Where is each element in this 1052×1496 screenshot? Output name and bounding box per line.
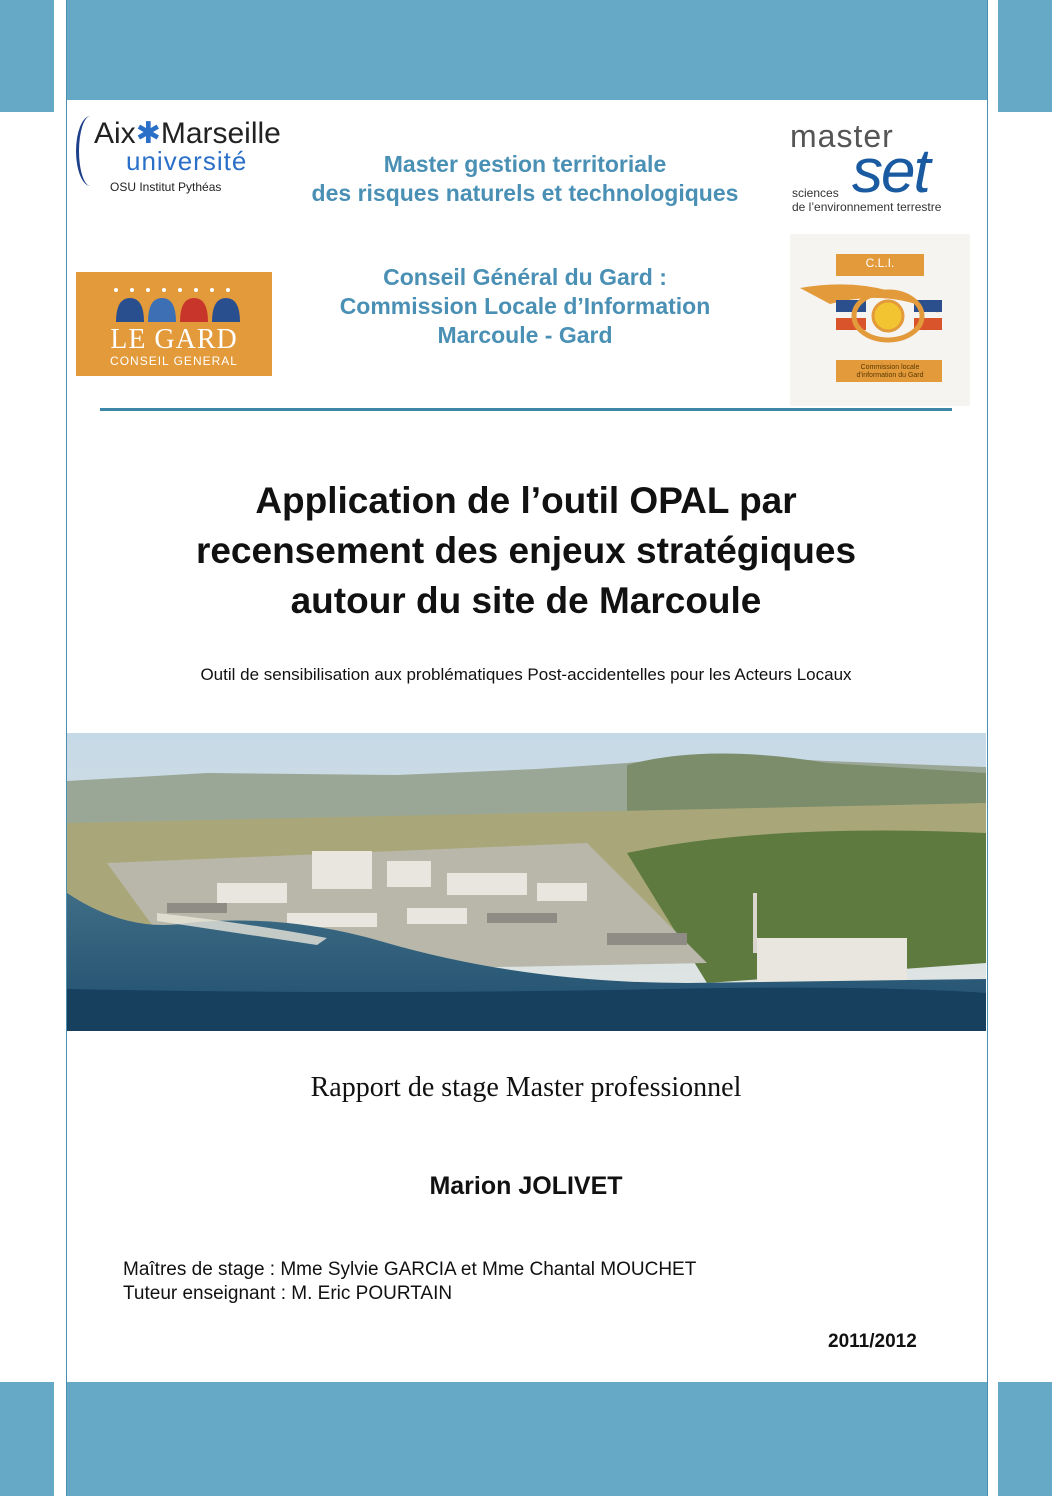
document-title — [66, 476, 986, 626]
band-top-left — [0, 0, 54, 112]
master-heading-line1: Master gestion territoriale — [383, 151, 667, 177]
header-divider — [100, 408, 952, 411]
gard-domes-icon — [110, 286, 240, 324]
amu-universite: université — [126, 146, 248, 176]
title-line1: Application de l’outil OPAL par — [255, 480, 797, 521]
marcoule-aerial-photo — [67, 733, 986, 1031]
cli-footer: Commission locale d'information du Gard — [856, 364, 924, 379]
master-heading — [272, 150, 778, 208]
document-subtitle: Outil de sensibilisation aux problématiques Post-accidentelles pour les Acteurs Locaux — [200, 665, 852, 684]
band-top-right — [998, 0, 1052, 112]
title-line2: recensement des enjeux stratégiques — [195, 530, 857, 571]
cli-logo — [790, 234, 970, 406]
conseil-heading — [272, 263, 778, 350]
conseil-heading-line2: Commission Locale d’Information — [339, 293, 711, 319]
conseil-heading-line1: Conseil Général du Gard : — [383, 264, 667, 290]
gard-title: LE GARD — [110, 324, 238, 355]
cli-label: C.L.I. — [865, 256, 895, 270]
amu-osu: OSU Institut Pythéas — [110, 180, 222, 194]
supervisors-line: Maîtres de stage : Mme Sylvie GARCIA et Mme Chantal MOUCHET — [123, 1259, 697, 1280]
gard-subtitle: CONSEIL GENERAL — [110, 354, 238, 368]
le-gard-logo — [76, 272, 272, 376]
title-line3: autour du site de Marcoule — [290, 580, 762, 621]
mset-sciences: sciences — [792, 186, 839, 200]
band-top — [67, 0, 987, 100]
academic-year: 2011/2012 — [828, 1331, 917, 1352]
amu-title: Aix✱Marseille — [94, 117, 281, 150]
aix-marseille-logo — [76, 112, 286, 202]
star-icon: ✱ — [135, 117, 161, 150]
mset-master: master — [790, 118, 894, 154]
master-set-logo — [788, 118, 988, 218]
author-name: Marion JOLIVET — [429, 1172, 623, 1200]
band-bottom-right — [998, 1382, 1052, 1496]
mset-set: set — [852, 137, 929, 206]
master-heading-line2: des risques naturels et technologiques — [311, 180, 739, 206]
band-bottom-left — [0, 1382, 54, 1496]
report-type: Rapport de stage Master professionnel — [310, 1072, 742, 1103]
band-bottom — [67, 1382, 987, 1496]
conseil-heading-line3: Marcoule - Gard — [437, 322, 613, 348]
mset-environnement: de l’environnement terrestre — [792, 200, 942, 214]
supervision-info — [123, 1258, 696, 1306]
tutor-line: Tuteur enseignant : M. Eric POURTAIN — [123, 1283, 453, 1304]
